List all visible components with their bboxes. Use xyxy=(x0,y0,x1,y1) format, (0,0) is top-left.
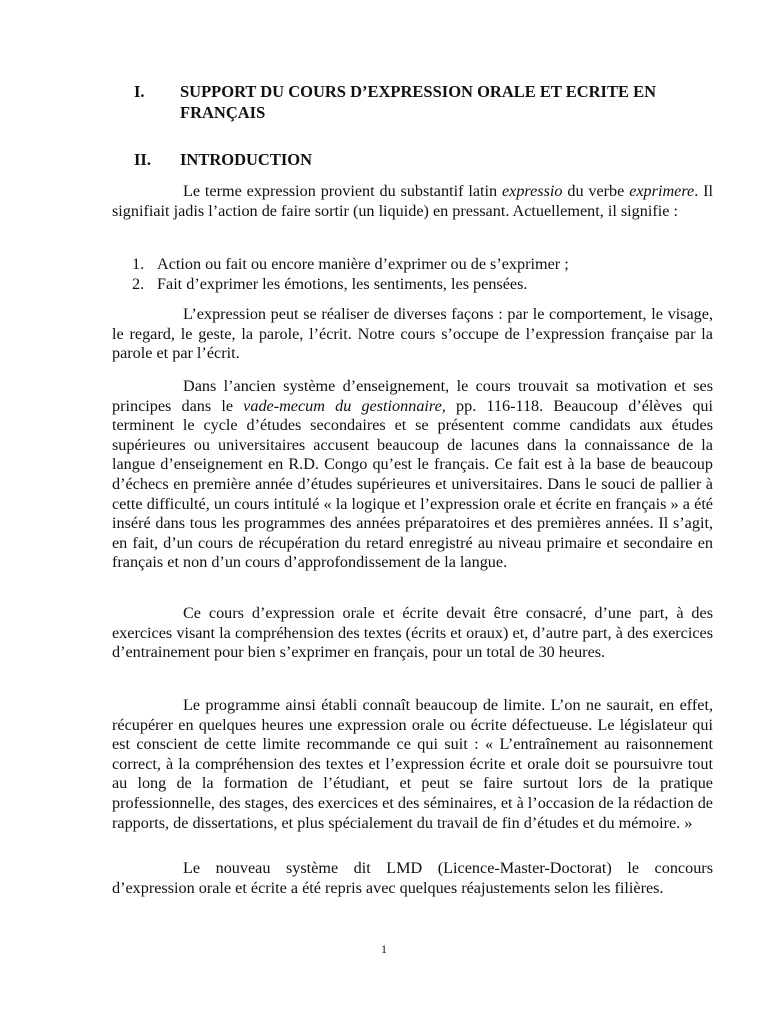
list-item: 1. Action ou fait ou encore manière d’exprimer ou de s’exprimer ; xyxy=(132,255,569,273)
paragraph-lmd: Le nouveau système dit LMD (Licence-Master-Doctorat) le concours d’expression orale et écrite a été repris avec quelques réajustements selon les filières. xyxy=(112,859,713,897)
heading-number: I. xyxy=(134,82,145,101)
list-item: 2. Fait d’exprimer les émotions, les sentiments, les pensées. xyxy=(132,274,528,293)
paragraph-cours: Ce cours d’expression orale et écrite devait être consacré, d’une part, à des exercices visant la compréhension des textes (écrits et oraux) et, d’autre part, à des exercices d’entrainement pour bien s’exprimer en français, pour un total de 30 heures. xyxy=(112,604,713,662)
heading-text: SUPPORT DU COURS D’EXPRESSION ORALE ET ECRITE EN FRANÇAIS xyxy=(180,82,657,122)
page-number: 1 xyxy=(381,942,387,956)
meaning-list xyxy=(112,255,713,294)
paragraph-programme: Le programme ainsi établi connaît beaucoup de limite. L’on ne saurait, en effet, récupérer en quelques heures une expression orale ou écrite défectueuse. Le législateur qui est conscient de cette limite recommande ce qui suit : « L’entraînement au raisonnement correct, à la compréhension des textes et l’expression écrite et orale doit se poursuivre tout au long de la formation de l’étudiant, et peut se faire surtout lors de la pratique professionnelle, des stages, des exercices et des séminaires, et à l’occasion de la rédaction de rapports, de dissertations, et plus spécialement du travail de fin d’études et du mémoire. » xyxy=(112,696,713,832)
intro-paragraph: Le terme expression provient du substantif latin expressio du verbe exprimere. Il signifiait jadis l’action de faire sortir (un liquide) en pressant. Actuellement, il signifie : xyxy=(112,182,714,220)
paragraph-expression: L’expression peut se réaliser de diverses façons : par le comportement, le visage, le regard, le geste, la parole, l’écrit. Notre cours s’occupe de l’expression française par la parole et par l’écrit. xyxy=(112,305,713,363)
heading-number: II. xyxy=(134,150,151,169)
paragraph-ancien-systeme: Dans l’ancien système d’enseignement, le cours trouvait sa motivation et ses principes dans le vade-mecum du gestionnaire, pp. 116-118. Beaucoup d’élèves qui terminent le cycle d’études secondaires et se présentent comme candidats aux études supérieures ou universitaires accusent beaucoup de lacunes dans la connaissance de la langue d’enseignement en R.D. Congo qu’est le français. Ce fait est à la base de beaucoup d’échecs en première année d’études supérieures et universitaires. Dans le souci de pallier à cette difficulté, un cours intitulé « la logique et l’expression orale et écrite en français » a été inséré dans tous les programmes des années préparatoires et des premières années. Il s’agit, en fait, d’un cours de récupération du retard enregistré au niveau primaire et secondaire en français et non d’un cours d’approfondissement de la langue. xyxy=(112,377,713,572)
heading-text: INTRODUCTION xyxy=(180,150,313,169)
